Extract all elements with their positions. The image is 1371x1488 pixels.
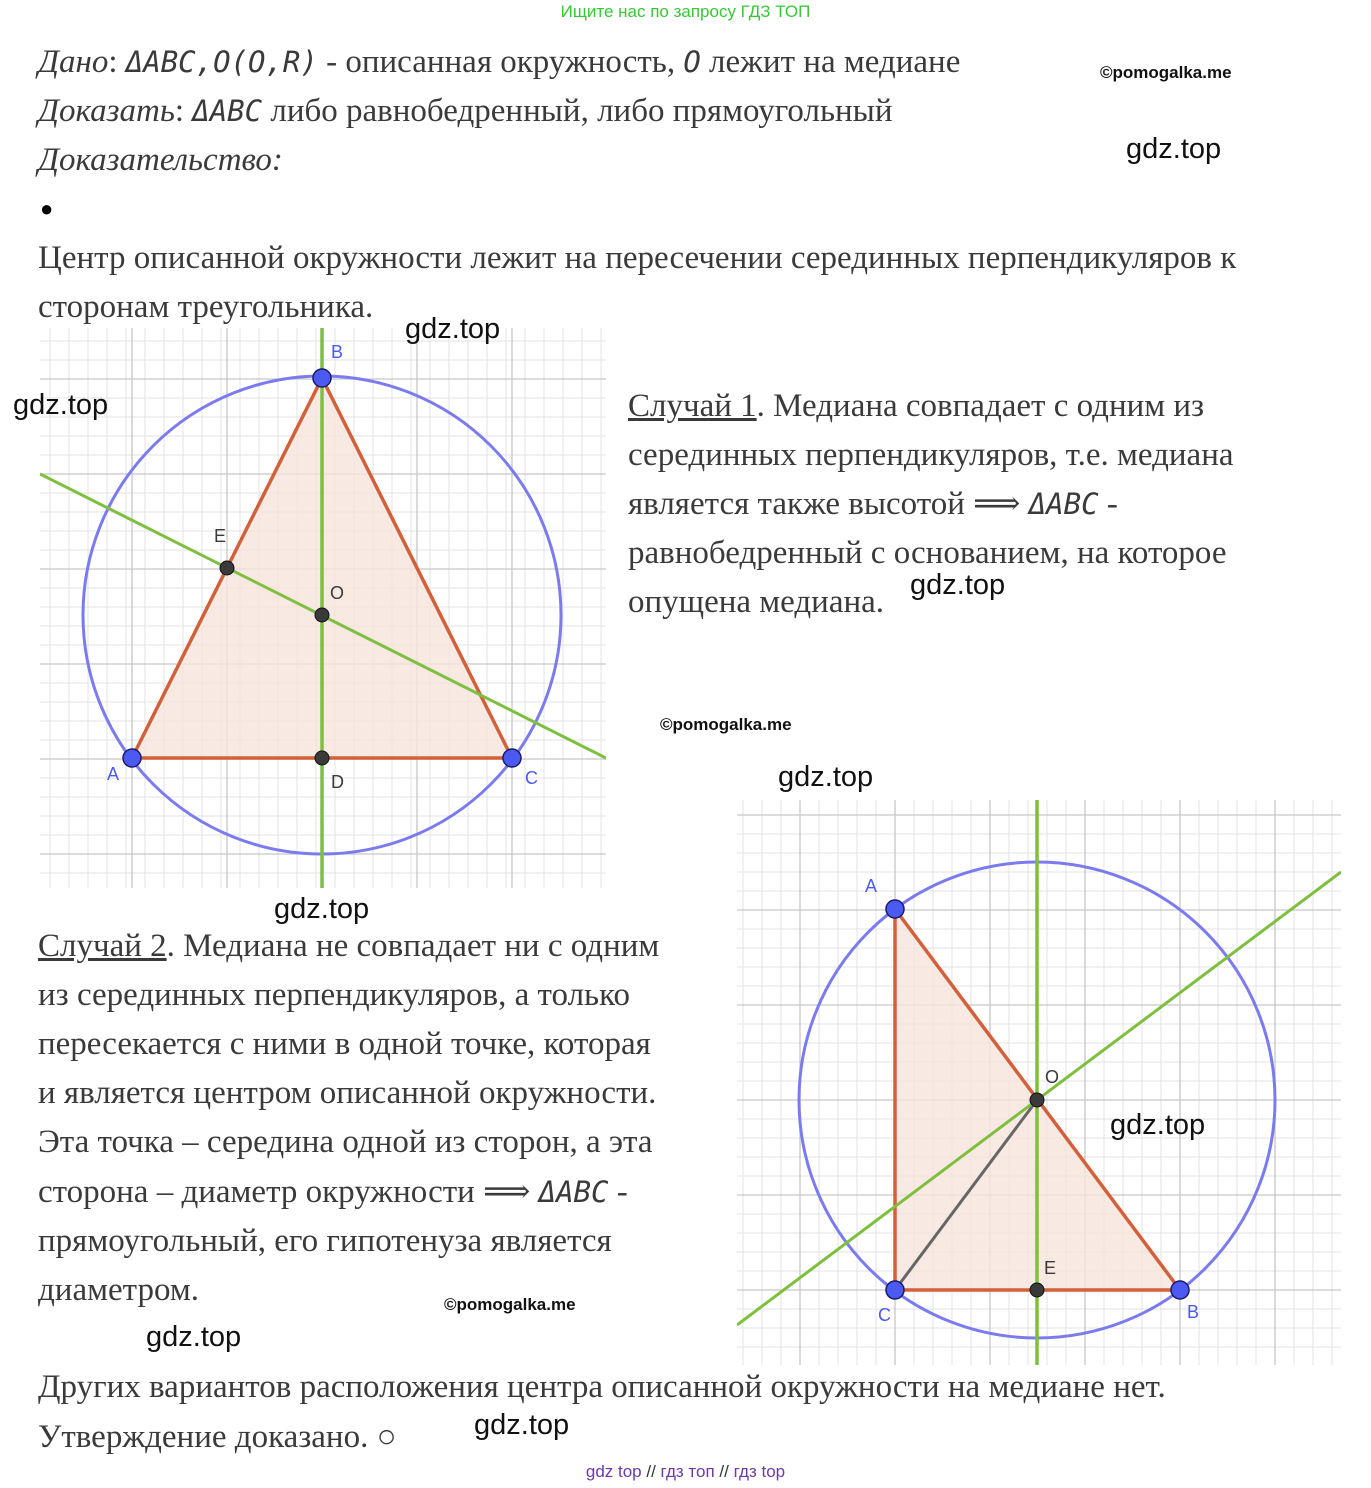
figure-1-label-B: B bbox=[331, 342, 344, 362]
figure-2-label-O: O bbox=[1045, 1067, 1060, 1087]
bullet: ● bbox=[40, 196, 54, 221]
prove-label: Доказать bbox=[38, 93, 175, 129]
figure-1-point-E bbox=[220, 561, 234, 575]
case2-label: Случай 2 bbox=[38, 928, 167, 964]
figure-2-right-triangle bbox=[737, 800, 1341, 1365]
gdz-watermark-6: gdz.top bbox=[274, 893, 370, 925]
gdz-watermark-3: gdz.top bbox=[13, 389, 109, 421]
intro-line-2: сторонам треугольника. bbox=[38, 289, 374, 325]
figure-1-equilateral-triangle bbox=[40, 328, 606, 888]
gdz-watermark-8: gdz.top bbox=[146, 1321, 242, 1353]
proof-label: Доказательство: bbox=[38, 142, 283, 178]
case1-line-2: серединных перпендикуляров, т.е. медиана bbox=[628, 437, 1234, 473]
figure-1-label-E: E bbox=[214, 526, 227, 546]
case1-line-3 bbox=[628, 480, 1118, 529]
prove-sep: : bbox=[174, 93, 193, 129]
given-text: - описанная окружность, bbox=[317, 44, 684, 80]
pomogalka-watermark-1: ©pomogalka.me bbox=[1100, 63, 1232, 82]
case1-line-4: равнобедренный с основанием, на которое bbox=[628, 535, 1227, 571]
gdz-watermark-2: gdz.top bbox=[405, 313, 501, 345]
figure-1-label-A: A bbox=[107, 764, 120, 784]
figure-1-point-D bbox=[315, 751, 329, 765]
intro-line-1: Центр описанной окружности лежит на пересечении серединных перпендикуляров к bbox=[38, 240, 1237, 276]
figure-1-label-D: D bbox=[331, 772, 344, 792]
case2-line6-end: - bbox=[608, 1174, 628, 1210]
figure-1-point-B bbox=[313, 369, 331, 387]
footer-links bbox=[0, 1462, 1371, 1482]
prove-line bbox=[38, 87, 893, 136]
given-label: Дано bbox=[38, 44, 109, 80]
case1-label: Случай 1 bbox=[628, 388, 757, 424]
pomogalka-watermark-3: ©pomogalka.me bbox=[444, 1295, 576, 1314]
figure-2-point-O bbox=[1030, 1093, 1044, 1107]
case1-line3-end: - bbox=[1098, 486, 1118, 522]
figure-2-label-B: B bbox=[1187, 1302, 1200, 1322]
gdz-watermark-1: gdz.top bbox=[1126, 133, 1222, 165]
case2-line6-start: сторона – диаметр окружности ⟹ bbox=[38, 1174, 539, 1210]
figure-2-point-E bbox=[1030, 1283, 1044, 1297]
case2-line-3: пересекается с ними в одной точке, которая bbox=[38, 1026, 651, 1062]
figure-1-label-C: C bbox=[525, 768, 538, 788]
figure-2-label-A: A bbox=[865, 876, 878, 896]
gdz-watermark-9: gdz.top bbox=[474, 1409, 570, 1441]
case1-line3-start: является также высотой ⟹ bbox=[628, 486, 1029, 522]
figure-2-point-B bbox=[1171, 1281, 1189, 1299]
pomogalka-watermark-2: ©pomogalka.me bbox=[660, 715, 792, 734]
footer-link-3[interactable]: гдз top bbox=[733, 1462, 786, 1481]
prove-formula: ΔABC bbox=[192, 94, 263, 128]
gdz-watermark-7: gdz.top bbox=[1110, 1109, 1206, 1141]
case1-line-1 bbox=[628, 382, 1204, 431]
footer-sep-1: // bbox=[646, 1462, 656, 1481]
case2-line-5: Эта точка – середина одной из сторон, а эта bbox=[38, 1124, 653, 1160]
given-text2: лежит на медиане bbox=[700, 44, 961, 80]
gdz-watermark-4: gdz.top bbox=[910, 569, 1006, 601]
figure-2-label-C: C bbox=[878, 1305, 891, 1325]
given-sep: : bbox=[108, 44, 126, 80]
case1-line-5: опущена медиана. bbox=[628, 584, 885, 620]
footer-link-1[interactable]: gdz top bbox=[585, 1462, 642, 1481]
case2-line-4: и является центром описанной окружности. bbox=[38, 1075, 657, 1111]
gdz-watermark-5: gdz.top bbox=[778, 761, 874, 793]
given-formula: ΔABC,O(O,R) bbox=[125, 45, 318, 79]
given-point: O bbox=[683, 45, 701, 79]
case2-line-6 bbox=[38, 1168, 628, 1217]
figure-1-label-O: O bbox=[330, 583, 345, 603]
figure-2-label-E: E bbox=[1044, 1258, 1057, 1278]
top-search-link[interactable]: Ищите нас по запросу ГДЗ ТОП bbox=[560, 2, 811, 21]
case1-formula: ΔABC bbox=[1028, 487, 1099, 521]
case2-line-8: диаметром. bbox=[38, 1272, 199, 1308]
footer-link-2[interactable]: гдз топ bbox=[660, 1462, 715, 1481]
case2-line1-rest: . Медиана не совпадает ни с одним bbox=[166, 928, 660, 964]
given-line bbox=[38, 38, 960, 87]
figure-1-point-A bbox=[123, 749, 141, 767]
case2-line-1 bbox=[38, 922, 659, 971]
conclusion-line-1: Других вариантов расположения центра описанной окружности на медиане нет. bbox=[38, 1369, 1166, 1405]
figure-1-point-O bbox=[315, 608, 329, 622]
figure-2-point-C bbox=[886, 1281, 904, 1299]
case2-line-2: из серединных перпендикуляров, а только bbox=[38, 977, 630, 1013]
case2-formula: ΔABC bbox=[538, 1175, 609, 1209]
case2-line-7: прямоугольный, его гипотенуза является bbox=[38, 1223, 612, 1259]
prove-text: либо равнобедренный, либо прямоугольный bbox=[262, 93, 893, 129]
footer-sep-2: // bbox=[719, 1462, 729, 1481]
figure-2-point-A bbox=[886, 900, 904, 918]
figure-1-point-C bbox=[503, 749, 521, 767]
case1-line1-rest: . Медиана совпадает с одним из bbox=[756, 388, 1205, 424]
conclusion-line-2: Утверждение доказано. ○ bbox=[38, 1419, 397, 1455]
